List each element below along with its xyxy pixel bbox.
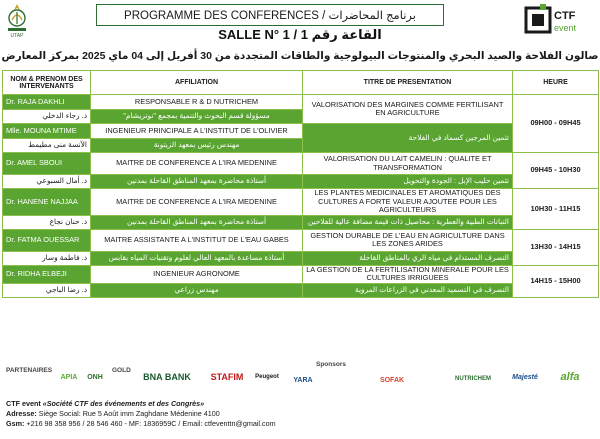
majeste-logo: Majesté <box>512 373 538 381</box>
title-fr: GESTION DURABLE DE L'EAU EN AGRICULTURE DANS LES ZONES ARIDES <box>303 229 513 251</box>
programme-title <box>96 4 444 26</box>
yara-logo: YARA <box>293 376 313 384</box>
title-ar: تثمين حليب الإبل : الجودة والتحويل <box>303 175 513 189</box>
conference-table <box>2 70 599 298</box>
title-ar: التصرف في التسميد المعدني في الزراعات المروية <box>303 283 513 297</box>
svg-text:CTF: CTF <box>554 10 576 22</box>
partners-strip <box>0 361 600 397</box>
salle-title: SALLE N° 1 / القاعة رقم 1 <box>218 27 382 42</box>
title-ar: النباتات الطبية والعطرية : محاصيل ذات قيمة مضافة عالية للفلاحين <box>303 215 513 229</box>
title-ar: تثمين المرجين كسماد في الفلاحة <box>303 124 513 153</box>
speaker-name: Dr. AMEL SBOUI <box>3 153 91 175</box>
svg-text:UTAP: UTAP <box>10 33 24 39</box>
title-fr: LES PLANTES MEDICINALES ET AROMATIQUES DES CULTURES A FORTE VALEUR AJOUTEE POUR LES AGRICULTEURS <box>303 189 513 216</box>
title-fr: VALORISATION DU LAIT CAMELIN : QUALITE ET TRANSFORMATION <box>303 153 513 175</box>
table-row <box>3 251 599 265</box>
affiliation-fr: MAITRE DE CONFERENCE A L'IRA MEDENINE <box>91 153 303 175</box>
session-hour: 10H30 - 11H15 <box>513 189 599 230</box>
header-hour: HEURE <box>513 71 599 95</box>
table-row <box>3 265 599 283</box>
speaker-name: Dr. HANENE NAJJAA <box>3 189 91 216</box>
peugeot-logo: Peugeot <box>255 374 279 380</box>
speaker-name: Dr. FATMA OUESSAR <box>3 229 91 251</box>
alfa-logo: alfa <box>560 371 580 383</box>
nutrichem-logo: NUTRICHEM <box>455 376 491 382</box>
footer-company: CTF event «Société CTF des événements et des Congrès» <box>6 399 205 408</box>
speaker-name-ar: د. رجاء الدخلي <box>3 110 91 124</box>
title-fr: VALORISATION DES MARGINES COMME FERTILISANT EN AGRICULTURE <box>303 95 513 124</box>
affiliation-ar: أستاذة مساعدة بالمعهد العالي لعلوم وتقنيات المياه بقابس <box>91 251 303 265</box>
partners-label: PARTENAIRES <box>6 367 53 374</box>
table-row <box>3 189 599 216</box>
affiliation-ar: أستاذة محاضرة بمعهد المناطق القاحلة بمدنين <box>91 215 303 229</box>
speaker-name-ar: د. فاطمة وسار <box>3 251 91 265</box>
speaker-name: Mlle. MOUNA MTIME <box>3 124 91 139</box>
speaker-name: Dr. RIDHA ELBEJI <box>3 265 91 283</box>
table-row <box>3 229 599 251</box>
affiliation-ar: مهندس رئيس بمعهد الزيتونة <box>91 139 303 153</box>
footer <box>6 399 586 429</box>
speaker-name: Dr. RAJA DAKHLI <box>3 95 91 110</box>
sofak-logo: SOFAK <box>379 376 405 384</box>
session-hour: 14H15 - 15H00 <box>513 265 599 297</box>
header-affiliation: AFFILIATION <box>91 71 303 95</box>
footer-contact: Gsm: +216 98 358 956 / 28 546 460 - MF: 1836959C / Email: ctfeventtn@gmail.com <box>6 419 276 428</box>
session-hour: 09H00 - 09H45 <box>513 95 599 153</box>
speaker-name-ar: د. أمال السبوعي <box>3 175 91 189</box>
affiliation-ar: مسؤولة قسم البحوث والتنمية بمجمع "نوتريشام" <box>91 110 303 124</box>
session-hour: 09H45 - 10H30 <box>513 153 599 189</box>
event-subtitle: صالون الفلاحة والصيد البحري والمنتوجات البيولوجية والطاقات المتجددة من 30 أفريل إلى 04 ماي 2025 بمركز المعارض <box>1 50 599 62</box>
apia-logo: APIA <box>60 373 78 381</box>
table-row <box>3 124 599 139</box>
table-row <box>3 283 599 297</box>
affiliation-ar: مهندس زراعي <box>91 283 303 297</box>
gold-label: GOLD <box>112 367 131 374</box>
speaker-name-ar: الآنسة منى مطيمط <box>3 139 91 153</box>
session-hour: 13H30 - 14H15 <box>513 229 599 265</box>
stafim-logo: STAFIM <box>210 372 244 382</box>
programme-title-text: PROGRAMME DES CONFERENCES / برنامج المحاضرات <box>124 10 416 22</box>
header <box>0 0 600 44</box>
affiliation-fr: MAITRE DE CONFERENCE A L'IRA MEDENINE <box>91 189 303 216</box>
affiliation-fr: RESPONSABLE R & D NUTRICHEM <box>91 95 303 110</box>
title-fr: LA GESTION DE LA FERTILISATION MINERALE POUR LES CULTURES IRRIGUEES <box>303 265 513 283</box>
speaker-name-ar: د. رضا الباجي <box>3 283 91 297</box>
sponsors-label: Sponsors <box>316 361 346 368</box>
table-row <box>3 153 599 175</box>
table-header-row <box>3 71 599 95</box>
affiliation-fr: MAITRE ASSISTANTE A L'INSTITUT DE L'EAU GABES <box>91 229 303 251</box>
header-title: TITRE DE PRESENTATION <box>303 71 513 95</box>
speaker-name-ar: د. حنان نجاع <box>3 215 91 229</box>
affiliation-fr: INGENIEUR AGRONOME <box>91 265 303 283</box>
table-row <box>3 175 599 189</box>
title-ar: التصرف المستدام في مياه الري بالمناطق القاحلة <box>303 251 513 265</box>
svg-text:event: event <box>554 23 577 33</box>
onh-logo: ONH <box>87 373 103 381</box>
affiliation-ar: أستاذة محاضرة بمعهد المناطق القاحلة بمدنين <box>91 175 303 189</box>
footer-address: Adresse: Siège Social: Rue 5 Août imm Zaghdane Médenine 4100 <box>6 409 220 418</box>
table-row <box>3 95 599 110</box>
header-speakers: NOM & PRENOM DES INTERVENANTS <box>3 71 91 95</box>
affiliation-fr: INGENIEUR PRINCIPALE A L'INSTITUT DE L'OLIVIER <box>91 124 303 139</box>
table-row <box>3 215 599 229</box>
ctf-event-logo <box>524 2 596 40</box>
bna-bank-logo: BNA BANK <box>143 372 191 382</box>
